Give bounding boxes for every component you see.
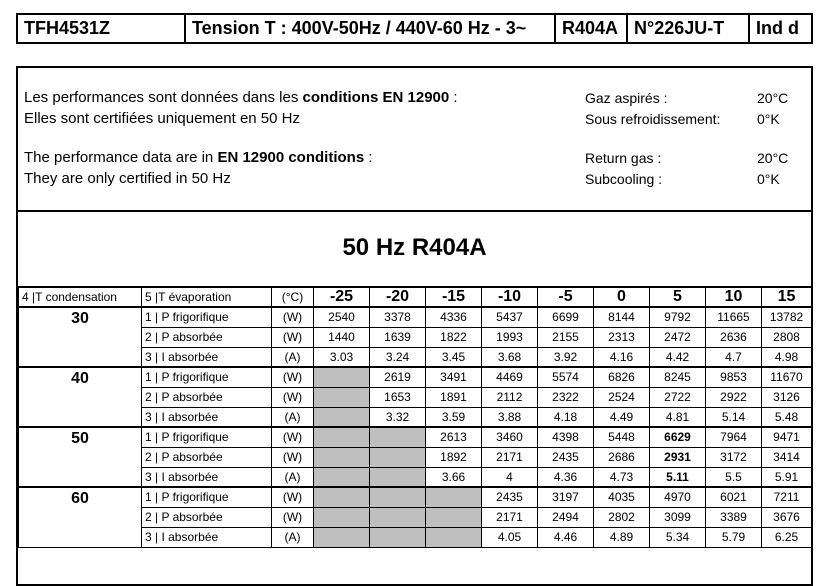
value-cell: 9853 — [706, 367, 762, 387]
evap-temp-header: 10 — [706, 287, 762, 307]
value-cell: 6826 — [594, 367, 650, 387]
table-row — [19, 307, 812, 327]
value-cell: 3460 — [482, 427, 538, 447]
unavailable-cell — [370, 527, 426, 547]
unavailable-cell — [314, 487, 370, 507]
value-cell: 4336 — [426, 307, 482, 327]
value-cell: 2322 — [538, 387, 594, 407]
reference-number: N°226JU-T — [628, 15, 750, 42]
value-cell: 3389 — [706, 507, 762, 527]
value-cell: 3491 — [426, 367, 482, 387]
evap-temp-header: -5 — [538, 287, 594, 307]
value-cell: 11670 — [762, 367, 812, 387]
value-cell: 4.98 — [762, 347, 812, 367]
value-cell: 8144 — [594, 307, 650, 327]
condensation-temp: 60 — [19, 487, 142, 547]
unavailable-cell — [314, 447, 370, 467]
fr-line1-post: : — [449, 89, 458, 106]
return-gas-label: Return gas : — [585, 150, 662, 166]
unavailable-cell — [426, 507, 482, 527]
value-cell: 4.42 — [650, 347, 706, 367]
value-cell: 1639 — [370, 327, 426, 347]
performance-sheet — [16, 66, 813, 586]
value-cell: 6699 — [538, 307, 594, 327]
row-label: 2 | P absorbée — [142, 327, 272, 347]
refrigerant-gas: R404A — [556, 15, 628, 42]
value-cell: 4.16 — [594, 347, 650, 367]
conditions-section — [18, 68, 811, 212]
evap-temp-header: 0 — [594, 287, 650, 307]
value-cell: 1653 — [370, 387, 426, 407]
return-gas-value: 20°C — [757, 150, 789, 166]
row-unit: (A) — [272, 347, 314, 367]
row-label: 1 | P frigorifique — [142, 427, 272, 447]
value-cell: 2313 — [594, 327, 650, 347]
value-cell: 2435 — [482, 487, 538, 507]
header-bar — [16, 13, 813, 44]
value-cell: 2613 — [426, 427, 482, 447]
value-cell: 2540 — [314, 307, 370, 327]
row-unit: (A) — [272, 467, 314, 487]
value-cell: 2494 — [538, 507, 594, 527]
value-cell: 2112 — [482, 387, 538, 407]
unavailable-cell — [314, 407, 370, 427]
header-row — [19, 287, 812, 307]
fr-line1-bold: conditions EN 12900 — [302, 89, 450, 106]
condensation-temp: 40 — [19, 367, 142, 427]
value-cell: 4.81 — [650, 407, 706, 427]
value-cell: 2472 — [650, 327, 706, 347]
value-cell: 3676 — [762, 507, 812, 527]
value-cell: 4.18 — [538, 407, 594, 427]
value-cell: 1892 — [426, 447, 482, 467]
unavailable-cell — [314, 367, 370, 387]
row-label: 2 | P absorbée — [142, 387, 272, 407]
value-cell: 5437 — [482, 307, 538, 327]
value-cell: 6629 — [650, 427, 706, 447]
row-unit: (W) — [272, 507, 314, 527]
value-cell: 1993 — [482, 327, 538, 347]
fr-line1-text: Les performances sont données dans les — [24, 89, 303, 106]
value-cell: 5.79 — [706, 527, 762, 547]
value-cell: 2171 — [482, 507, 538, 527]
table-row — [19, 367, 812, 387]
row-label: 2 | P absorbée — [142, 447, 272, 467]
value-cell: 3.59 — [426, 407, 482, 427]
performance-table — [18, 286, 812, 548]
value-cell: 5448 — [594, 427, 650, 447]
unavailable-cell — [370, 467, 426, 487]
row-label: 3 | I absorbée — [142, 347, 272, 367]
condensation-temp: 30 — [19, 307, 142, 367]
value-cell: 5.11 — [650, 467, 706, 487]
unit-header: (°C) — [272, 287, 314, 307]
row-label: 3 | I absorbée — [142, 527, 272, 547]
gaz-aspires-label: Gaz aspirés : — [585, 90, 668, 106]
unavailable-cell — [370, 487, 426, 507]
value-cell: 2636 — [706, 327, 762, 347]
row-unit: (W) — [272, 367, 314, 387]
unavailable-cell — [314, 507, 370, 527]
french-conditions-line — [24, 89, 458, 106]
value-cell: 3.88 — [482, 407, 538, 427]
table-title: 50 Hz R404A — [342, 234, 487, 261]
value-cell: 3172 — [706, 447, 762, 467]
tension-spec: Tension T : 400V-50Hz / 440V-60 Hz - 3~ — [186, 15, 556, 42]
evap-temp-header: 5 — [650, 287, 706, 307]
unavailable-cell — [314, 527, 370, 547]
french-certified-line: Elles sont certifiées uniquement en 50 Hz — [24, 110, 300, 127]
en-line1-bold: EN 12900 conditions — [217, 149, 365, 166]
value-cell: 2524 — [594, 387, 650, 407]
value-cell: 4.49 — [594, 407, 650, 427]
row-unit: (W) — [272, 387, 314, 407]
unavailable-cell — [314, 387, 370, 407]
unavailable-cell — [370, 447, 426, 467]
value-cell: 2808 — [762, 327, 812, 347]
value-cell: 2922 — [706, 387, 762, 407]
value-cell: 7211 — [762, 487, 812, 507]
value-cell: 4469 — [482, 367, 538, 387]
evap-temp-header: -20 — [370, 287, 426, 307]
evap-temp-header: -15 — [426, 287, 482, 307]
value-cell: 3099 — [650, 507, 706, 527]
value-cell: 4.05 — [482, 527, 538, 547]
value-cell: 6.25 — [762, 527, 812, 547]
value-cell: 3.66 — [426, 467, 482, 487]
value-cell: 3197 — [538, 487, 594, 507]
value-cell: 3.24 — [370, 347, 426, 367]
value-cell: 13782 — [762, 307, 812, 327]
unavailable-cell — [370, 507, 426, 527]
value-cell: 1440 — [314, 327, 370, 347]
value-cell: 3.32 — [370, 407, 426, 427]
table-row — [19, 487, 812, 507]
value-cell: 3.68 — [482, 347, 538, 367]
subcooling-label: Subcooling : — [585, 171, 663, 187]
model-name: TFH4531Z — [18, 15, 186, 42]
condensation-temp: 50 — [19, 427, 142, 487]
value-cell: 2686 — [594, 447, 650, 467]
value-cell: 5.34 — [650, 527, 706, 547]
value-cell: 2171 — [482, 447, 538, 467]
value-cell: 3.92 — [538, 347, 594, 367]
row-unit: (A) — [272, 407, 314, 427]
table-row — [19, 427, 812, 447]
unavailable-cell — [426, 527, 482, 547]
value-cell: 4.46 — [538, 527, 594, 547]
value-cell: 3126 — [762, 387, 812, 407]
condensation-header: 4 |T condensation — [19, 287, 142, 307]
evaporation-header: 5 |T évaporation — [142, 287, 272, 307]
value-cell: 2802 — [594, 507, 650, 527]
value-cell: 2435 — [538, 447, 594, 467]
en-line1-post: : — [364, 149, 373, 166]
value-cell: 5.91 — [762, 467, 812, 487]
value-cell: 1822 — [426, 327, 482, 347]
value-cell: 4.36 — [538, 467, 594, 487]
value-cell: 5574 — [538, 367, 594, 387]
row-label: 1 | P frigorifique — [142, 307, 272, 327]
row-label: 3 | I absorbée — [142, 467, 272, 487]
value-cell: 3378 — [370, 307, 426, 327]
unavailable-cell — [314, 427, 370, 447]
value-cell: 3414 — [762, 447, 812, 467]
row-label: 2 | P absorbée — [142, 507, 272, 527]
row-unit: (W) — [272, 307, 314, 327]
row-unit: (W) — [272, 447, 314, 467]
row-label: 1 | P frigorifique — [142, 367, 272, 387]
row-unit: (A) — [272, 527, 314, 547]
value-cell: 3.03 — [314, 347, 370, 367]
sous-refroidissement-label: Sous refroidissement: — [585, 111, 721, 127]
value-cell: 4.7 — [706, 347, 762, 367]
row-label: 3 | I absorbée — [142, 407, 272, 427]
value-cell: 4.89 — [594, 527, 650, 547]
value-cell: 4 — [482, 467, 538, 487]
unavailable-cell — [370, 427, 426, 447]
value-cell: 4398 — [538, 427, 594, 447]
evap-temp-header: -10 — [482, 287, 538, 307]
unavailable-cell — [426, 487, 482, 507]
value-cell: 1891 — [426, 387, 482, 407]
row-label: 1 | P frigorifique — [142, 487, 272, 507]
evap-temp-header: -25 — [314, 287, 370, 307]
value-cell: 4035 — [594, 487, 650, 507]
value-cell: 11665 — [706, 307, 762, 327]
value-cell: 3.45 — [426, 347, 482, 367]
value-cell: 2722 — [650, 387, 706, 407]
value-cell: 9471 — [762, 427, 812, 447]
value-cell: 5.14 — [706, 407, 762, 427]
value-cell: 4.73 — [594, 467, 650, 487]
row-unit: (W) — [272, 327, 314, 347]
row-unit: (W) — [272, 487, 314, 507]
sous-refroidissement-value: 0°K — [757, 111, 780, 127]
evap-temp-header: 15 — [762, 287, 812, 307]
row-unit: (W) — [272, 427, 314, 447]
value-cell: 9792 — [650, 307, 706, 327]
value-cell: 6021 — [706, 487, 762, 507]
unavailable-cell — [314, 467, 370, 487]
english-conditions-line — [24, 149, 373, 166]
value-cell: 7964 — [706, 427, 762, 447]
value-cell: 8245 — [650, 367, 706, 387]
subcooling-value: 0°K — [757, 171, 780, 187]
value-cell: 2619 — [370, 367, 426, 387]
en-line1-text: The performance data are in — [24, 149, 218, 166]
value-cell: 4970 — [650, 487, 706, 507]
value-cell: 2931 — [650, 447, 706, 467]
gaz-aspires-value: 20°C — [757, 90, 789, 106]
value-cell: 5.48 — [762, 407, 812, 427]
index-label: Ind d — [756, 18, 799, 38]
value-cell: 5.5 — [706, 467, 762, 487]
english-certified-line: They are only certified in 50 Hz — [24, 170, 231, 187]
value-cell: 2155 — [538, 327, 594, 347]
